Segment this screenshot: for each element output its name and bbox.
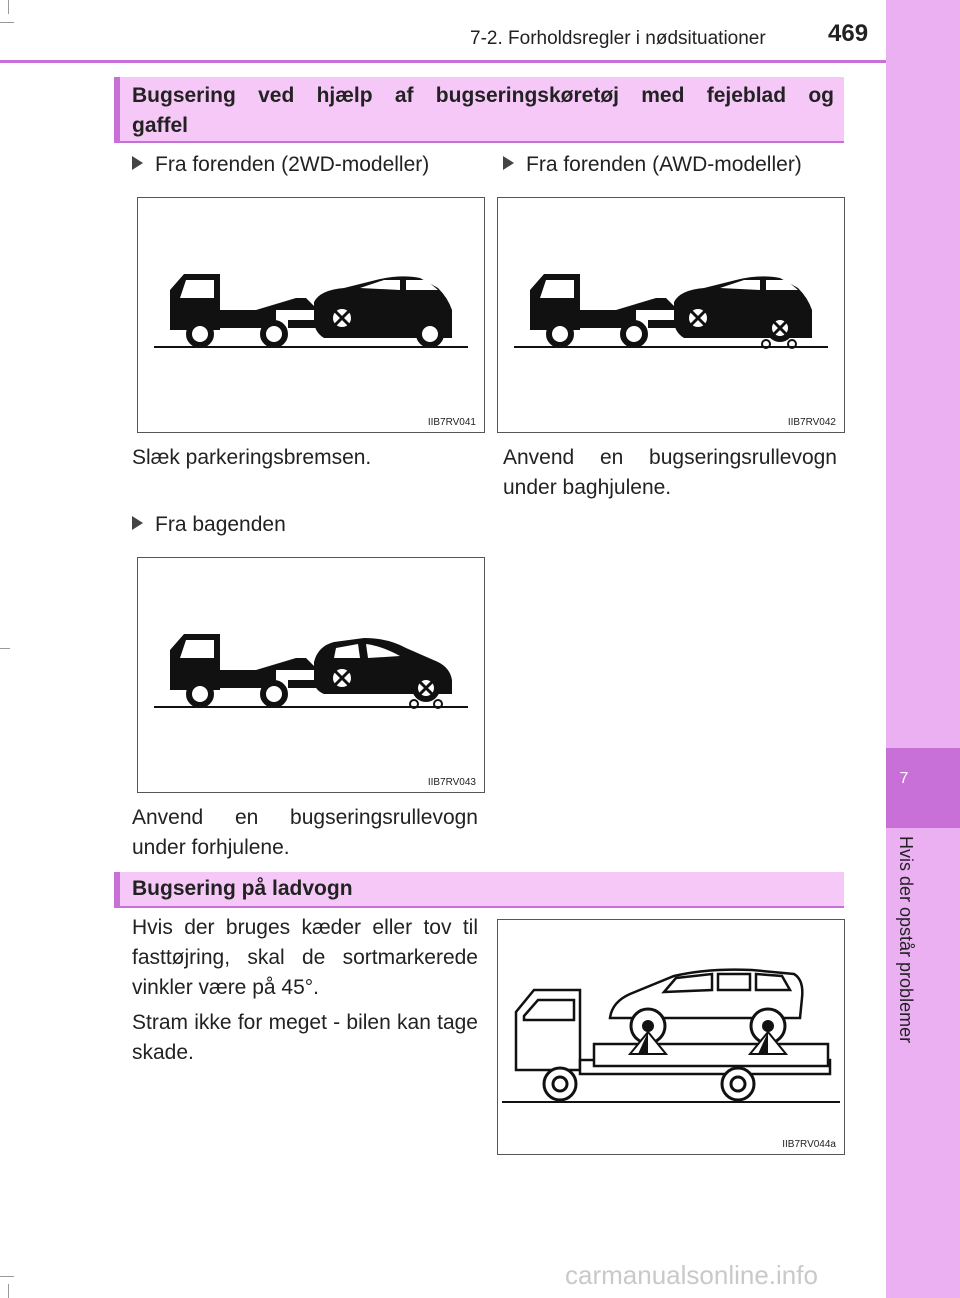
bullet-label: Fra bagenden: [155, 513, 286, 536]
section-heading-fejeblad: Bugsering ved hjælp af bugseringskøretøj med fejeblad og gaffel: [114, 77, 844, 143]
figure-tow-front-2wd: [137, 197, 485, 433]
chapter-side-tab: [886, 0, 960, 1298]
bullet-label: Fra forenden (AWD-modeller): [526, 153, 802, 176]
figure-code: IIB7RV043: [427, 777, 476, 788]
bullet-label: Fra forenden (2WD-modeller): [155, 153, 430, 176]
watermark-text: carmanualsonline.info: [565, 1260, 818, 1290]
chapter-title: Hvis der opstår problemer: [896, 836, 916, 1044]
bullet-triangle-icon: [132, 516, 143, 530]
tow-truck-front-2wd-illustration: [138, 198, 484, 432]
crop-mark: [8, 0, 9, 14]
paragraph-chains: Hvis der bruges kæder eller tov til fasttøjring, skal de sortmarkerede vinkler være på 45°.: [132, 916, 478, 999]
instruction-2wd: Slæk parkeringsbremsen.: [132, 446, 372, 469]
flatbed-truck-illustration: [498, 920, 844, 1154]
figure-code: IIB7RV041: [427, 417, 476, 428]
instruction-rear: Anvend en bugseringsrullevogn under forhjulene.: [132, 806, 478, 859]
tow-truck-rear-illustration: [138, 558, 484, 792]
bullet-triangle-icon: [132, 156, 143, 170]
figure-code: IIB7RV042: [787, 417, 836, 428]
bullet-rear: [132, 513, 286, 537]
instruction-awd: Anvend en bugseringsrullevogn under baghjulene.: [503, 446, 837, 499]
chapter-number-tab: [886, 748, 960, 828]
section-heading-ladvogn: Bugsering på ladvogn: [114, 872, 844, 908]
figure-tow-front-awd: [497, 197, 845, 433]
figure-flatbed: [497, 919, 845, 1155]
figure-code: IIB7RV044a: [782, 1139, 836, 1150]
crop-mark: [0, 1276, 14, 1277]
running-header-title: 7-2. Forholdsregler i nødsituationer: [470, 28, 766, 49]
tow-truck-front-awd-illustration: [498, 198, 844, 432]
crop-mark: [8, 1284, 9, 1298]
bullet-awd-front: [503, 153, 802, 177]
chapter-number: 7: [899, 770, 909, 787]
bullet-2wd-front: [132, 153, 429, 177]
crop-mark: [0, 648, 10, 649]
paragraph-warning: Stram ikke for meget - bilen kan tage skade.: [132, 1011, 478, 1064]
page-number: 469: [828, 20, 869, 47]
bullet-triangle-icon: [503, 156, 514, 170]
header-rule: [0, 60, 886, 63]
crop-mark: [0, 22, 14, 23]
figure-tow-rear: [137, 557, 485, 793]
